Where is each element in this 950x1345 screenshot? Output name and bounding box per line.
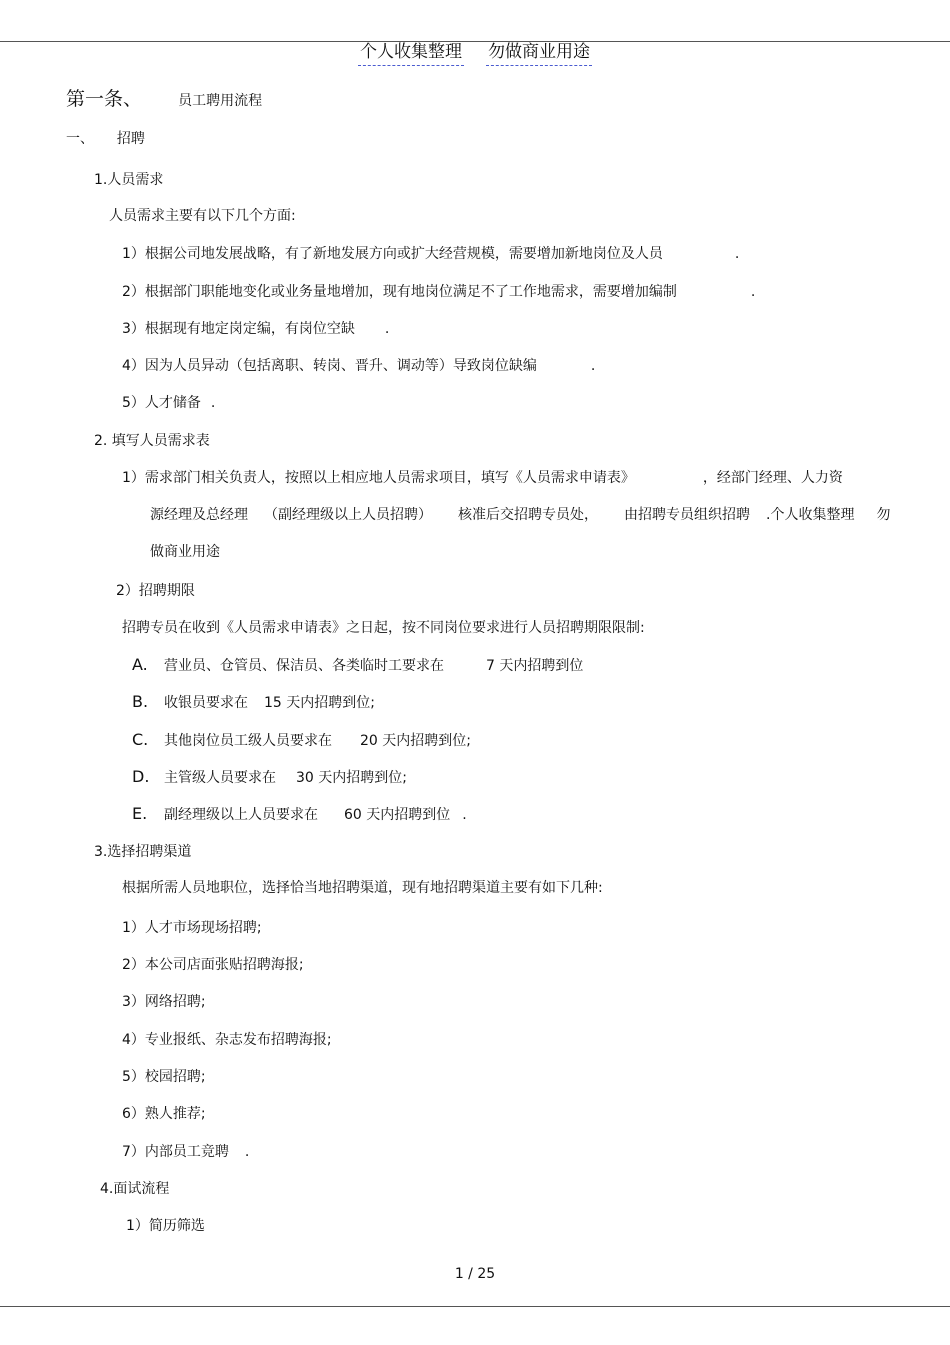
paragraph: 招聘专员在收到《人员需求申请表》之日起，按不同岗位要求进行人员招聘期限限制: xyxy=(122,620,645,636)
list-item-text: 2）根据部门职能地变化或业务量地增加，现有地岗位满足不了工作地需求，需要增加编制 xyxy=(122,284,677,300)
list-item-text: 4）因为人员异动（包括离职、转岗、晋升、调动等）导致岗位缺编 xyxy=(122,358,537,374)
paragraph: 人员需求主要有以下几个方面: xyxy=(109,208,296,224)
list-item-text: 5）人才储备 xyxy=(122,395,201,411)
lettered-item xyxy=(132,730,471,751)
subsection-title: 2. 填写人员需求表 xyxy=(94,433,210,449)
subsection-item-title: 2）招聘期限 xyxy=(116,583,195,599)
list-item-end: . xyxy=(590,358,596,374)
subsection-title: 1.人员需求 xyxy=(94,172,164,188)
list-item: 5）校园招聘; xyxy=(122,1069,206,1085)
list-item: 1）人才市场现场招聘; xyxy=(122,920,262,936)
paragraph-text: .个人收集整理 xyxy=(766,507,855,523)
paragraph-text: 源经理及总经理 xyxy=(150,507,248,523)
list-item: 2）本公司店面张贴招聘海报; xyxy=(122,957,304,973)
item-text: 7 天内招聘到位 xyxy=(486,658,584,674)
paragraph-text: ，经部门经理、人力资 xyxy=(702,470,843,486)
item-letter: B. xyxy=(132,692,149,711)
article-heading xyxy=(66,86,262,114)
footer-rule xyxy=(0,1306,950,1307)
page-header xyxy=(0,40,950,66)
item-text: 副经理级以上人员要求在 xyxy=(164,807,318,823)
list-item xyxy=(122,244,739,264)
item-letter: A. xyxy=(132,655,148,674)
lettered-item xyxy=(132,655,583,676)
item-text: 20 天内招聘到位; xyxy=(360,733,471,749)
list-item-end: . xyxy=(210,395,216,411)
paragraph-line xyxy=(150,505,890,525)
article-number: 第一条、 xyxy=(66,88,143,110)
item-text: 60 天内招聘到位 xyxy=(344,807,451,823)
subsection-title: 4.面试流程 xyxy=(100,1181,170,1197)
lettered-item xyxy=(132,767,407,788)
section-heading xyxy=(66,129,145,149)
item-text: 收银员要求在 xyxy=(164,695,248,711)
paragraph-text: 勿 xyxy=(876,507,891,523)
list-item: 6）熟人推荐; xyxy=(122,1106,206,1122)
paragraph-text: 1）需求部门相关负责人，按照以上相应地人员需求项目，填写《人员需求申请表》 xyxy=(122,470,635,486)
paragraph-text: （副经理级以上人员招聘） xyxy=(264,507,432,523)
paragraph: 根据所需人员地职位，选择恰当地招聘渠道，现有地招聘渠道主要有如下几种: xyxy=(122,880,603,896)
list-item-text: 1）根据公司地发展战略，有了新地发展方向或扩大经营规模，需要增加新地岗位及人员 xyxy=(122,246,663,262)
item-letter: D. xyxy=(132,767,150,786)
list-item: 1）简历筛选 xyxy=(126,1218,205,1234)
paragraph-text: 核准后交招聘专员处， xyxy=(458,507,598,523)
list-item xyxy=(122,282,755,302)
item-text: 30 天内招聘到位; xyxy=(296,770,407,786)
section-number: 一、 xyxy=(66,131,94,147)
article-title: 员工聘用流程 xyxy=(178,93,263,109)
header-right-text: 勿做商业用途 xyxy=(486,40,592,66)
subsection-title: 3.选择招聘渠道 xyxy=(94,844,192,860)
list-item-end: . xyxy=(244,1144,250,1160)
paragraph-line: 做商业用途 xyxy=(150,544,220,560)
paragraph-line xyxy=(122,468,843,488)
list-item-end: . xyxy=(384,321,390,337)
list-item-end: . xyxy=(734,246,740,262)
list-item-text: 7）内部员工竞聘 xyxy=(122,1144,229,1160)
list-item-text: 3）根据现有地定岗定编，有岗位空缺 xyxy=(122,321,355,337)
section-title: 招聘 xyxy=(116,131,145,147)
item-text: 营业员、仓管员、保洁员、各类临时工要求在 xyxy=(164,658,444,674)
lettered-item xyxy=(132,804,467,825)
list-item xyxy=(122,356,595,376)
page-number: 1 / 25 xyxy=(454,1266,496,1282)
item-text: 其他岗位员工级人员要求在 xyxy=(164,733,332,749)
list-item: 4）专业报纸、杂志发布招聘海报; xyxy=(122,1032,332,1048)
item-text: 15 天内招聘到位; xyxy=(264,695,375,711)
item-letter: E. xyxy=(132,804,148,823)
paragraph-text: 由招聘专员组织招聘 xyxy=(624,507,750,523)
list-item: 3）网络招聘; xyxy=(122,994,206,1010)
list-item-end: . xyxy=(750,284,756,300)
lettered-item xyxy=(132,692,375,713)
list-item xyxy=(122,1142,249,1162)
list-item xyxy=(122,319,389,339)
item-text: 主管级人员要求在 xyxy=(164,770,276,786)
header-left-text: 个人收集整理 xyxy=(358,40,464,66)
list-item xyxy=(122,393,215,413)
item-text: . xyxy=(462,807,467,823)
item-letter: C. xyxy=(132,730,149,749)
